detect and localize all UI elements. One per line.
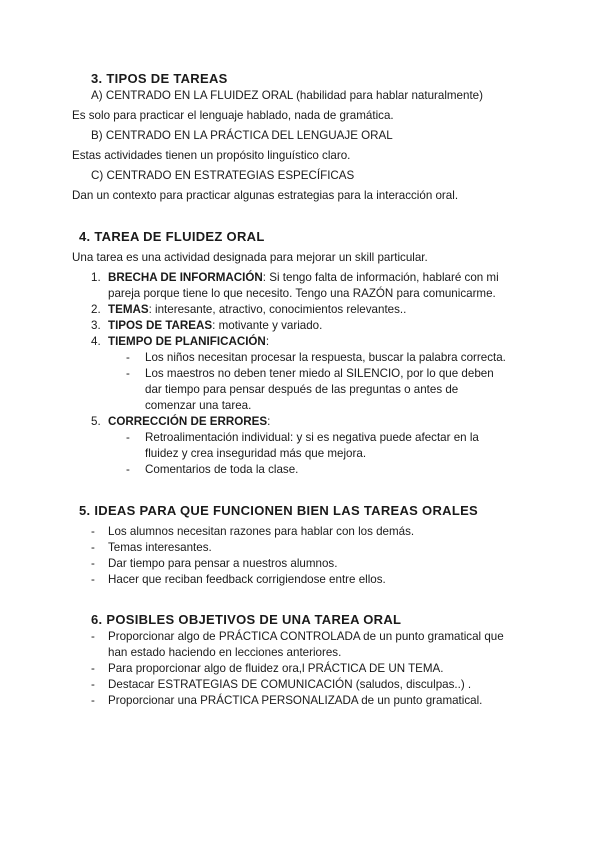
list-item: [108, 334, 269, 350]
sub-item: Retroalimentación individual: y si es negativa puede afectar en la: [145, 431, 479, 444]
list-item: Dar tiempo para pensar a nuestros alumnos.: [108, 557, 338, 570]
section-5-heading: 5. IDEAS PARA QUE FUNCIONEN BIEN LAS TAREAS ORALES: [79, 503, 479, 518]
dash-bullet: -: [126, 367, 130, 380]
list-number: 5.: [91, 415, 101, 428]
section-4-intro: Una tarea es una actividad designada para mejorar un skill particular.: [72, 251, 428, 264]
item-text: : motivante y variado.: [212, 319, 323, 332]
sub-item-continuation: comenzar una tarea.: [145, 399, 252, 412]
list-item: [108, 302, 406, 318]
section-4-heading: 4. TAREA DE FLUIDEZ ORAL: [79, 229, 265, 244]
list-item-continuation: han estado haciendo en lecciones anteriores.: [108, 646, 342, 659]
list-item: Temas interesantes.: [108, 541, 212, 554]
list-number: 1.: [91, 271, 101, 284]
list-number: 4.: [91, 335, 101, 348]
sub-item-continuation: fluidez y crea inseguridad más que mejora.: [145, 447, 367, 460]
item-term: TIPOS DE TAREAS: [108, 319, 213, 332]
dash-bullet: -: [91, 630, 95, 643]
list-item: [108, 318, 322, 334]
item-text: : interesante, atractivo, conocimientos relevantes..: [148, 303, 407, 316]
dash-bullet: -: [126, 351, 130, 364]
dash-bullet: -: [91, 525, 95, 538]
list-item: Proporcionar algo de PRÁCTICA CONTROLADA de un punto gramatical que: [108, 630, 504, 643]
task-type-a-desc: Es solo para practicar el lenguaje hablado, nada de gramática.: [72, 109, 394, 122]
item-term: TIEMPO DE PLANIFICACIÓN: [108, 335, 266, 348]
sub-item: Los niños necesitan procesar la respuesta, buscar la palabra correcta.: [145, 351, 506, 364]
item-text: :: [267, 415, 271, 428]
list-item: [108, 414, 270, 430]
task-type-c-desc: Dan un contexto para practicar algunas estrategias para la interacción oral.: [72, 189, 459, 202]
list-item-continuation: pareja porque tiene lo que necesito. Tengo una RAZÓN para comunicarme.: [108, 287, 496, 300]
list-item: Los alumnos necesitan razones para hablar con los demás.: [108, 525, 415, 538]
dash-bullet: -: [91, 573, 95, 586]
dash-bullet: -: [91, 557, 95, 570]
section-3-heading: 3. TIPOS DE TAREAS: [91, 71, 228, 86]
list-item: Proporcionar una PRÁCTICA PERSONALIZADA de un punto gramatical.: [108, 694, 483, 707]
section-6-heading: 6. POSIBLES OBJETIVOS DE UNA TAREA ORAL: [91, 612, 402, 627]
list-item: Hacer que reciban feedback corrigiendose entre ellos.: [108, 573, 386, 586]
task-type-b-desc: Estas actividades tienen un propósito linguístico claro.: [72, 149, 351, 162]
item-term: CORRECCIÓN DE ERRORES: [108, 415, 268, 428]
dash-bullet: -: [126, 463, 130, 476]
dash-bullet: -: [91, 662, 95, 675]
list-item: Para proporcionar algo de fluidez ora,l PRÁCTICA DE UN TEMA.: [108, 662, 444, 675]
sub-item: Los maestros no deben tener miedo al SILENCIO, por lo que deben: [145, 367, 494, 380]
list-item: [108, 270, 499, 286]
sub-item: Comentarios de toda la clase.: [145, 463, 299, 476]
dash-bullet: -: [91, 694, 95, 707]
list-number: 2.: [91, 303, 101, 316]
list-number: 3.: [91, 319, 101, 332]
task-type-b: B) CENTRADO EN LA PRÁCTICA DEL LENGUAJE ORAL: [91, 129, 393, 142]
item-term: BRECHA DE INFORMACIÓN: [108, 271, 263, 284]
dash-bullet: -: [126, 431, 130, 444]
task-type-a: A) CENTRADO EN LA FLUIDEZ ORAL (habilidad para hablar naturalmente): [91, 89, 483, 102]
item-text: :: [265, 335, 270, 348]
task-type-c: C) CENTRADO EN ESTRATEGIAS ESPECÍFICAS: [91, 169, 355, 182]
dash-bullet: -: [91, 541, 95, 554]
list-item: Destacar ESTRATEGIAS DE COMUNICACIÓN (saludos, disculpas..) .: [108, 678, 472, 691]
item-term: TEMAS: [108, 303, 149, 316]
dash-bullet: -: [91, 678, 95, 691]
sub-item-continuation: dar tiempo para pensar después de las preguntas o antes de: [145, 383, 459, 396]
item-text: : Si tengo falta de información, hablaré con mi: [262, 271, 499, 284]
